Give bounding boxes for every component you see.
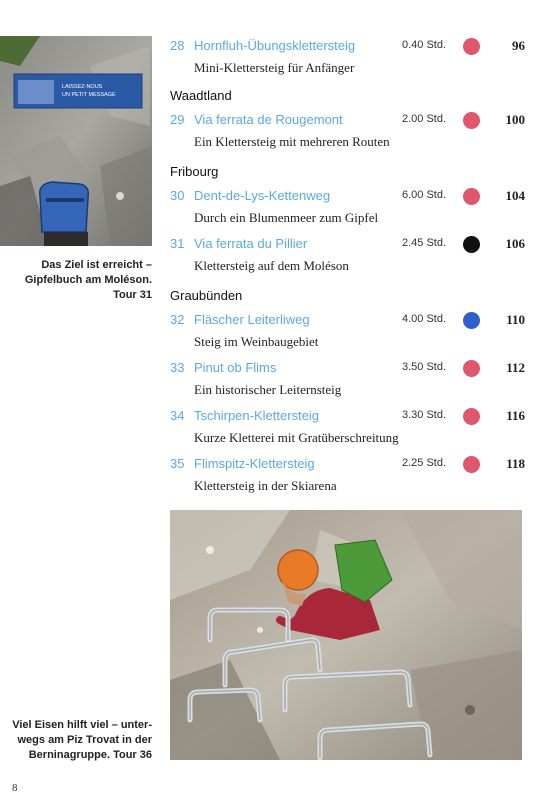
tour-duration: 0.40 Std.	[402, 39, 447, 51]
difficulty-dot	[463, 360, 480, 377]
region-heading-fribourg: Fribourg	[170, 164, 219, 179]
summit-book-caption	[0, 258, 152, 303]
climber-caption	[0, 718, 152, 763]
summit-book-illustration	[0, 36, 152, 246]
tour-number: 30	[170, 188, 185, 203]
tour-title[interactable]: Hornfluh-Übungsklettersteig	[194, 38, 356, 53]
tour-subtitle: Klettersteig auf dem Moléson	[194, 258, 349, 273]
tour-duration: 6.00 Std.	[402, 189, 447, 201]
difficulty-dot	[463, 408, 480, 425]
tour-entry-32[interactable]	[170, 312, 530, 352]
difficulty-dot	[463, 112, 480, 129]
sign-text-line-1: LAISSEZ-NOUS	[62, 84, 103, 90]
tour-page: 104	[505, 188, 525, 203]
region-heading-graubuenden: Graubünden	[170, 288, 243, 303]
tour-duration: 2.45 Std.	[402, 237, 447, 249]
tour-number: 31	[170, 236, 185, 251]
tour-number: 28	[170, 38, 185, 53]
region-heading-waadtland: Waadtland	[170, 88, 232, 103]
tour-entry-28[interactable]	[170, 38, 530, 78]
tour-duration: 2.25 Std.	[402, 457, 447, 469]
tour-page: 116	[506, 408, 525, 423]
tour-title[interactable]: Via ferrata de Rougemont	[194, 112, 343, 127]
tour-duration: 4.00 Std.	[402, 313, 447, 325]
tour-number: 33	[170, 360, 185, 375]
summit-book-box	[40, 182, 89, 232]
tour-title[interactable]: Dent-de-Lys-Kettenweg	[194, 188, 331, 203]
tour-entry-31[interactable]	[170, 236, 530, 276]
tour-page: 112	[506, 360, 525, 375]
caption-line: Das Ziel ist erreicht –	[41, 259, 152, 271]
tour-number: 35	[170, 456, 185, 471]
tour-title[interactable]: Pinut ob Flims	[194, 360, 277, 375]
caption-line: Berninagruppe. Tour 36	[28, 749, 152, 761]
tour-duration: 3.50 Std.	[402, 361, 447, 373]
page-number: 8	[12, 782, 18, 794]
tour-duration: 3.30 Std.	[402, 409, 447, 421]
tour-page: 100	[505, 112, 525, 127]
tour-page: 110	[506, 312, 525, 327]
tour-entry-29[interactable]	[170, 112, 530, 152]
tour-subtitle: Durch ein Blumenmeer zum Gipfel	[194, 210, 379, 225]
tour-subtitle: Ein historischer Leiternsteig	[194, 382, 342, 397]
difficulty-dot	[463, 456, 480, 473]
tour-title[interactable]: Via ferrata du Pillier	[194, 236, 308, 251]
tour-entry-35[interactable]	[170, 456, 530, 496]
tour-page: 118	[506, 456, 525, 471]
tour-duration: 2.00 Std.	[402, 113, 447, 125]
climber-illustration	[170, 510, 522, 760]
caption-line: Viel Eisen hilft viel – unter-	[12, 719, 152, 731]
difficulty-dot	[463, 38, 480, 55]
difficulty-dot	[463, 236, 480, 253]
caption-line: wegs am Piz Trovat in der	[17, 734, 152, 746]
difficulty-dot	[463, 312, 480, 329]
tour-subtitle: Steig im Weinbaugebiet	[194, 334, 319, 349]
summit-book-photo	[0, 36, 152, 246]
tour-entry-34[interactable]	[170, 408, 530, 448]
tour-subtitle: Klettersteig in der Skiarena	[194, 478, 337, 493]
tour-entry-30[interactable]	[170, 188, 530, 228]
tour-subtitle: Mini-Klettersteig für Anfänger	[194, 60, 355, 75]
tour-page: 106	[505, 236, 525, 251]
tour-entry-33[interactable]	[170, 360, 530, 400]
sign-text-line-2: UN PETIT MESSAGE	[62, 92, 116, 98]
tour-number: 32	[170, 312, 185, 327]
tour-page: 96	[512, 38, 525, 53]
tour-number: 34	[170, 408, 185, 423]
tour-number: 29	[170, 112, 185, 127]
caption-line: Gipfelbuch am Moléson.	[24, 274, 152, 286]
tour-title[interactable]: Flimspitz-Klettersteig	[194, 456, 315, 471]
tour-subtitle: Ein Klettersteig mit mehreren Routen	[194, 134, 390, 149]
tour-title[interactable]: Fläscher Leiterliweg	[194, 312, 310, 327]
caption-line: Tour 31	[113, 289, 152, 301]
climber-photo	[170, 510, 522, 760]
difficulty-dot	[463, 188, 480, 205]
tour-subtitle: Kurze Kletterei mit Gratüberschreitung	[194, 430, 399, 445]
tour-title[interactable]: Tschirpen-Klettersteig	[194, 408, 319, 423]
